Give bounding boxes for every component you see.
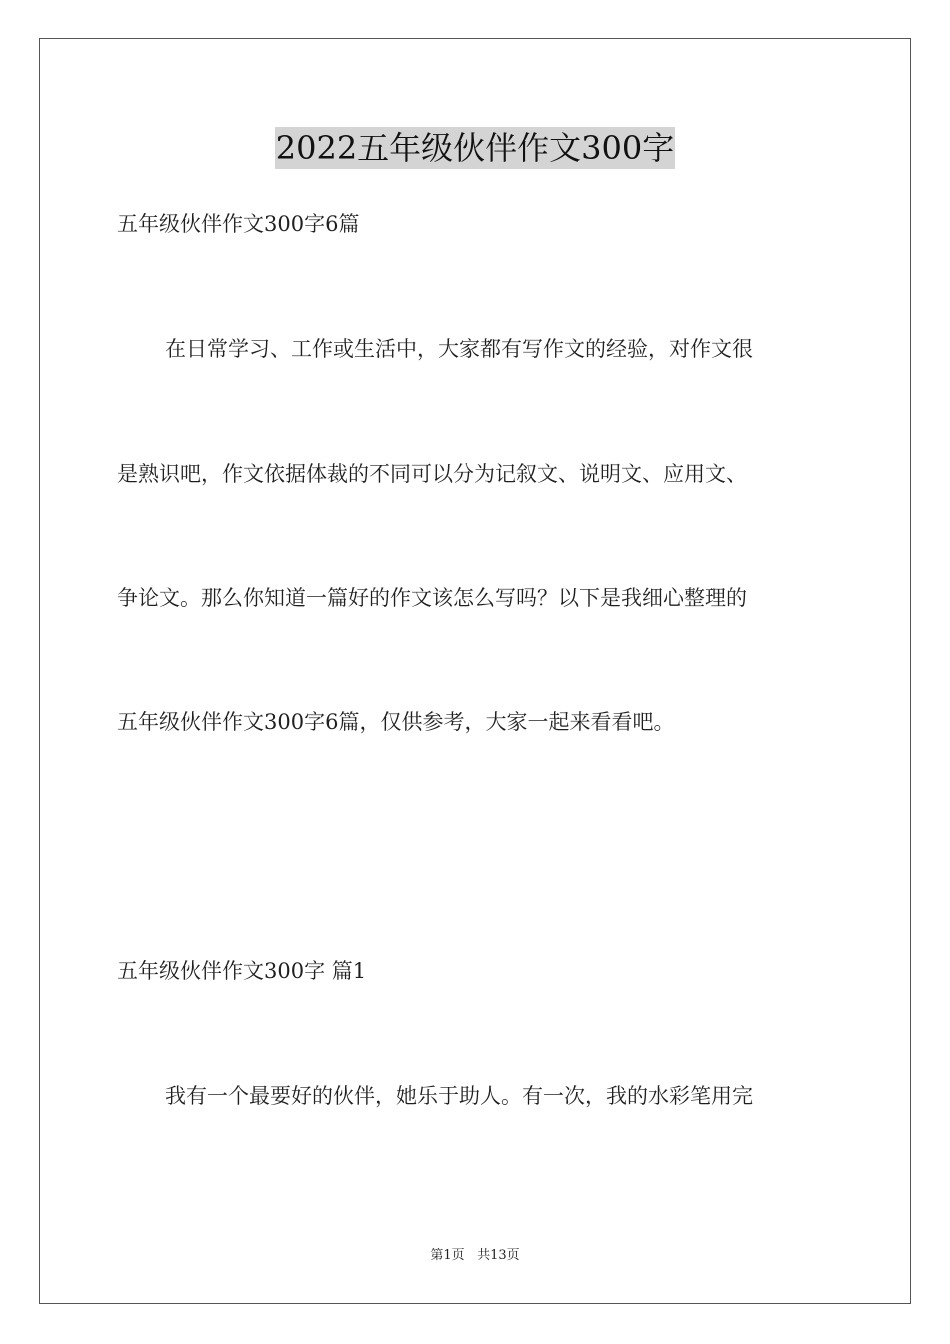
intro-line-3: 争论文。那么你知道一篇好的作文该怎么写吗？以下是我细心整理的: [117, 586, 747, 610]
page-number: 第1页: [430, 1248, 465, 1263]
document-subtitle: 五年级伙伴作文300字6篇: [117, 212, 360, 236]
intro-line-1: 在日常学习、工作或生活中，大家都有写作文的经验，对作文很: [165, 337, 753, 361]
intro-line-4: 五年级伙伴作文300字6篇，仅供参考，大家一起来看看吧。: [117, 710, 675, 734]
intro-line-2: 是熟识吧，作文依据体裁的不同可以分为记叙文、说明文、应用文、: [117, 462, 747, 486]
page-footer: [0, 1247, 950, 1265]
section-first-line: 我有一个最要好的伙伴，她乐于助人。有一次，我的水彩笔用完: [165, 1084, 753, 1108]
page-total: 共13页: [477, 1248, 520, 1263]
title-container: [0, 127, 950, 169]
footer-spacer: [465, 1248, 477, 1263]
document-title: 2022五年级伙伴作文300字: [275, 129, 675, 167]
section-heading: 五年级伙伴作文300字 篇1: [117, 959, 367, 983]
